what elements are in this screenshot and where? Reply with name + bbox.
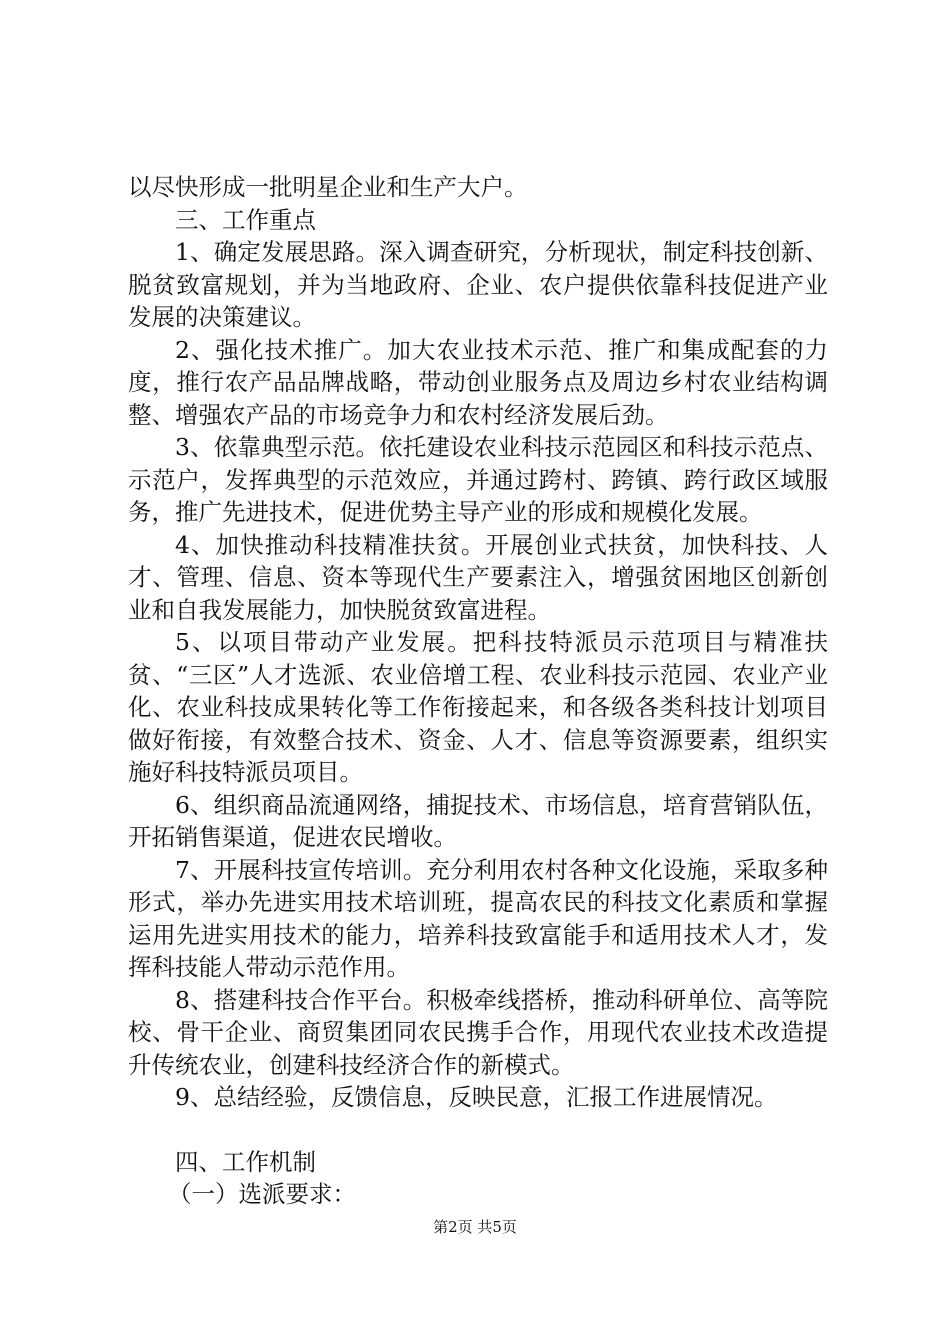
paragraph-item-5: 5、以项目带动产业发展。把科技特派员示范项目与精准扶贫、“三区”人才选派、农业倍增工程、农业科技示范园、农业产业化、农业科技成果转化等工作衔接起来，和各级各类科技计划项目做好衔接，有效整合技术、资金、人才、信息等资源要素，组织实施好科技特派员项目。 (128, 628, 828, 786)
paragraph-item-4: 4、加快推动科技精准扶贫。开展创业式扶贫，加快科技、人才、管理、信息、资本等现代生产要素注入，增强贫困地区创新创业和自我发展能力，加快脱贫致富进程。 (128, 530, 828, 624)
paragraph-item-6: 6、组织商品流通网络，捕捉技术、市场信息，培育营销队伍，开拓销售渠道，促进农民增收。 (128, 790, 828, 851)
paragraph-item-2: 2、强化技术推广。加大农业技术示范、推广和集成配套的力度，推行农产品品牌战略，带动创业服务点及周边乡村农业结构调整、增强农产品的市场竞争力和农村经济发展后劲。 (128, 335, 828, 429)
subsection-heading-selection-requirements: （一）选派要求： (168, 1180, 356, 1208)
paragraph-item-8: 8、搭建科技合作平台。积极牵线搭桥，推动科研单位、高等院校、骨干企业、商贸集团同农民携手合作，用现代农业技术改造提升传统农业，创建科技经济合作的新模式。 (128, 985, 828, 1079)
paragraph-item-1: 1、确定发展思路。深入调查研究，分析现状，制定科技创新、脱贫致富规划，并为当地政府、企业、农户提供依靠科技促进产业发展的决策建议。 (128, 238, 828, 331)
paragraph-item-3: 3、依靠典型示范。依托建设农业科技示范园区和科技示范点、示范户，发挥典型的示范效应，并通过跨村、跨镇、跨行政区域服务，推广先进技术，促进优势主导产业的形成和规模化发展。 (128, 433, 828, 526)
section-heading-work-mechanism: 四、工作机制 (175, 1147, 316, 1176)
paragraph-continuation: 以尽快形成一批明星企业和生产大户。 (128, 173, 528, 201)
page-number-footer: 第2页 共5页 (433, 1218, 517, 1236)
paragraph-item-7: 7、开展科技宣传培训。充分利用农村各种文化设施，采取多种形式，举办先进实用技术培训班，提高农民的科技文化素质和掌握运用先进实用技术的能力，培养科技致富能手和适用技术人才，发挥科技能人带动示范作用。 (128, 855, 828, 981)
paragraph-item-9: 9、总结经验，反馈信息，反映民意，汇报工作进展情况。 (175, 1083, 778, 1111)
section-heading-work-focus: 三、工作重点 (175, 205, 316, 234)
document-body (128, 171, 828, 1211)
